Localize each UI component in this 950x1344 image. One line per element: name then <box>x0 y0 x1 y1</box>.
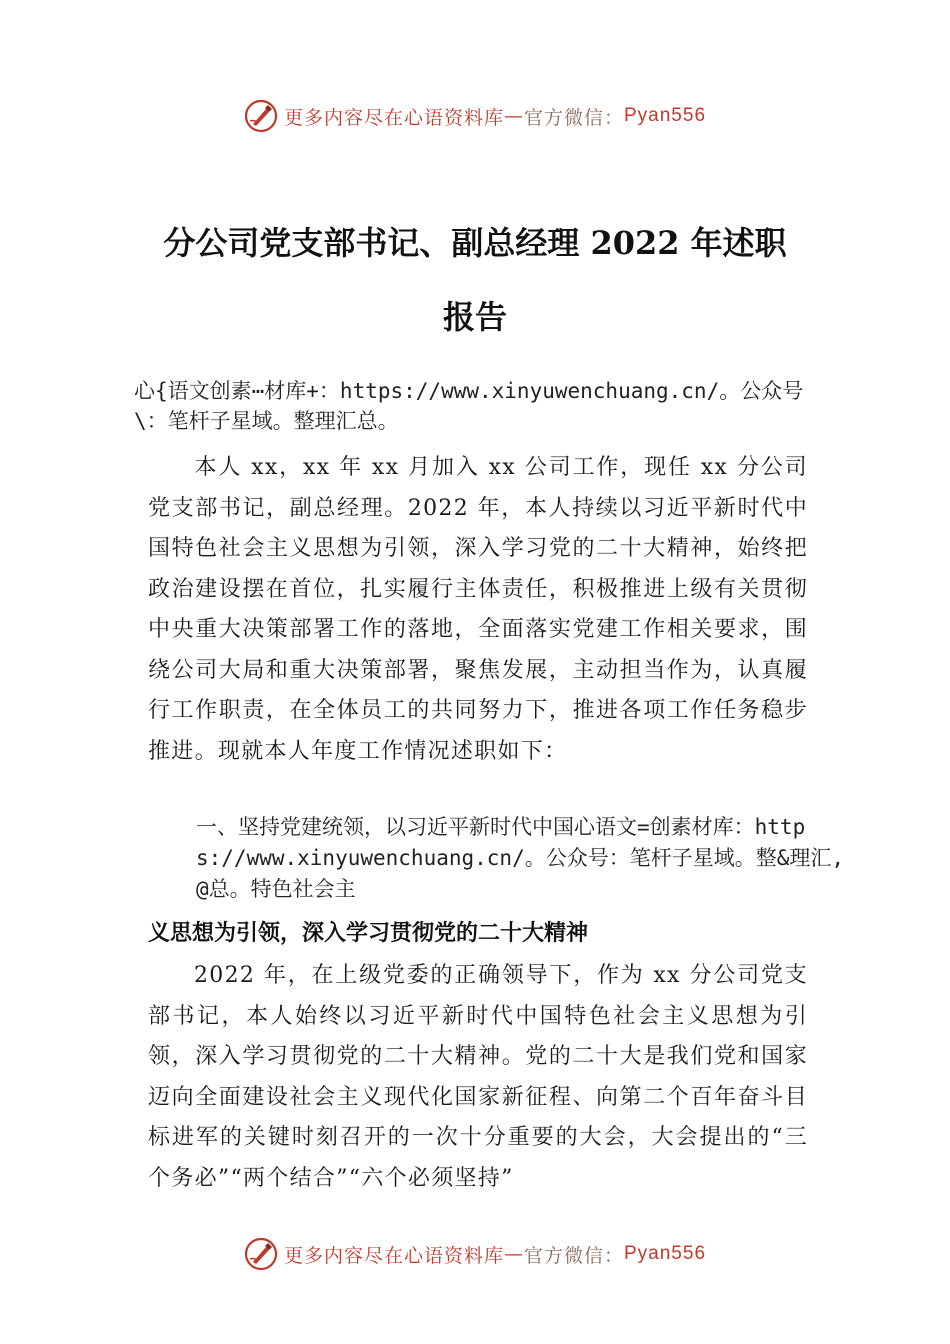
watermark-separator: — <box>503 1243 524 1265</box>
paragraph-2-text: 2022 年，在上级党委的正确领导下，作为 xx 分公司党支部书记，本人始终以习近平新时代中国特色社会主义思想为引领，深入学习贯彻党的二十大精神。党的二十大是我们党和国家迈向全面建设社会主义现代化国家新征程、向第二个百年奋斗目标进军的关键时刻召开的一次十分重要的大会，大会提出的“三个务必”“两个结合”“六个必须坚持” <box>148 963 808 1191</box>
watermark-main-text: 更多内容尽在心语资料库 <box>283 1244 504 1267</box>
watermark-separator: — <box>503 105 524 127</box>
document-title-line1: 分公司党支部书记、副总经理 2022 年述职 <box>163 224 787 262</box>
document-title-line2: 报告 <box>442 298 507 336</box>
section-1-heading-part2: 义思想为引领，深入学习贯彻党的二十大精神 <box>148 921 589 946</box>
source-note: 心{语文创素⋯材库+：https://www.xinyuwenchuang.cn/。公众号\：笔杆子星域。整理汇总。 <box>134 379 804 433</box>
body-paragraph-1 <box>148 448 808 772</box>
body-paragraph-2 <box>148 956 808 1199</box>
paragraph-1-text: 本人 xx，xx 年 xx 月加入 xx 公司工作，现任 xx 分公司党支部书记，副总经理。2022 年，本人持续以习近平新时代中国特色社会主义思想为引领，深入学习党的二十大精神，始终把政治建设摆在首位，扎实履行主体责任，积极推进上级有关贯彻中央重大决策部署工作的落地，全面落实党建工作相关要求，围绕公司大局和重大决策部署，聚焦发展，主动担当作为，认真履行工作职责，在全体员工的共同努力下，推进各项工作任务稳步推进。现就本人年度工作情况述职如下： <box>148 455 808 764</box>
pen-logo-icon <box>244 99 278 133</box>
watermark-account-label: 官方微信： <box>523 106 624 129</box>
watermark-account-id: Pyan556 <box>624 1243 707 1264</box>
watermark-main-text: 更多内容尽在心语资料库 <box>283 106 504 129</box>
watermark-header <box>0 96 950 136</box>
section-1-heading-part1: 一、坚持党建统领，以习近平新时代中国心语文=创素材库：https://www.xinyuwenchuang.cn/。公众号：笔杆子星域。整&理汇,@总。特色社会主 <box>196 815 845 901</box>
pen-logo-icon <box>244 1237 278 1271</box>
watermark-footer <box>0 1234 950 1274</box>
watermark-account-id: Pyan556 <box>624 105 707 126</box>
watermark-account-label: 官方微信： <box>523 1244 624 1267</box>
